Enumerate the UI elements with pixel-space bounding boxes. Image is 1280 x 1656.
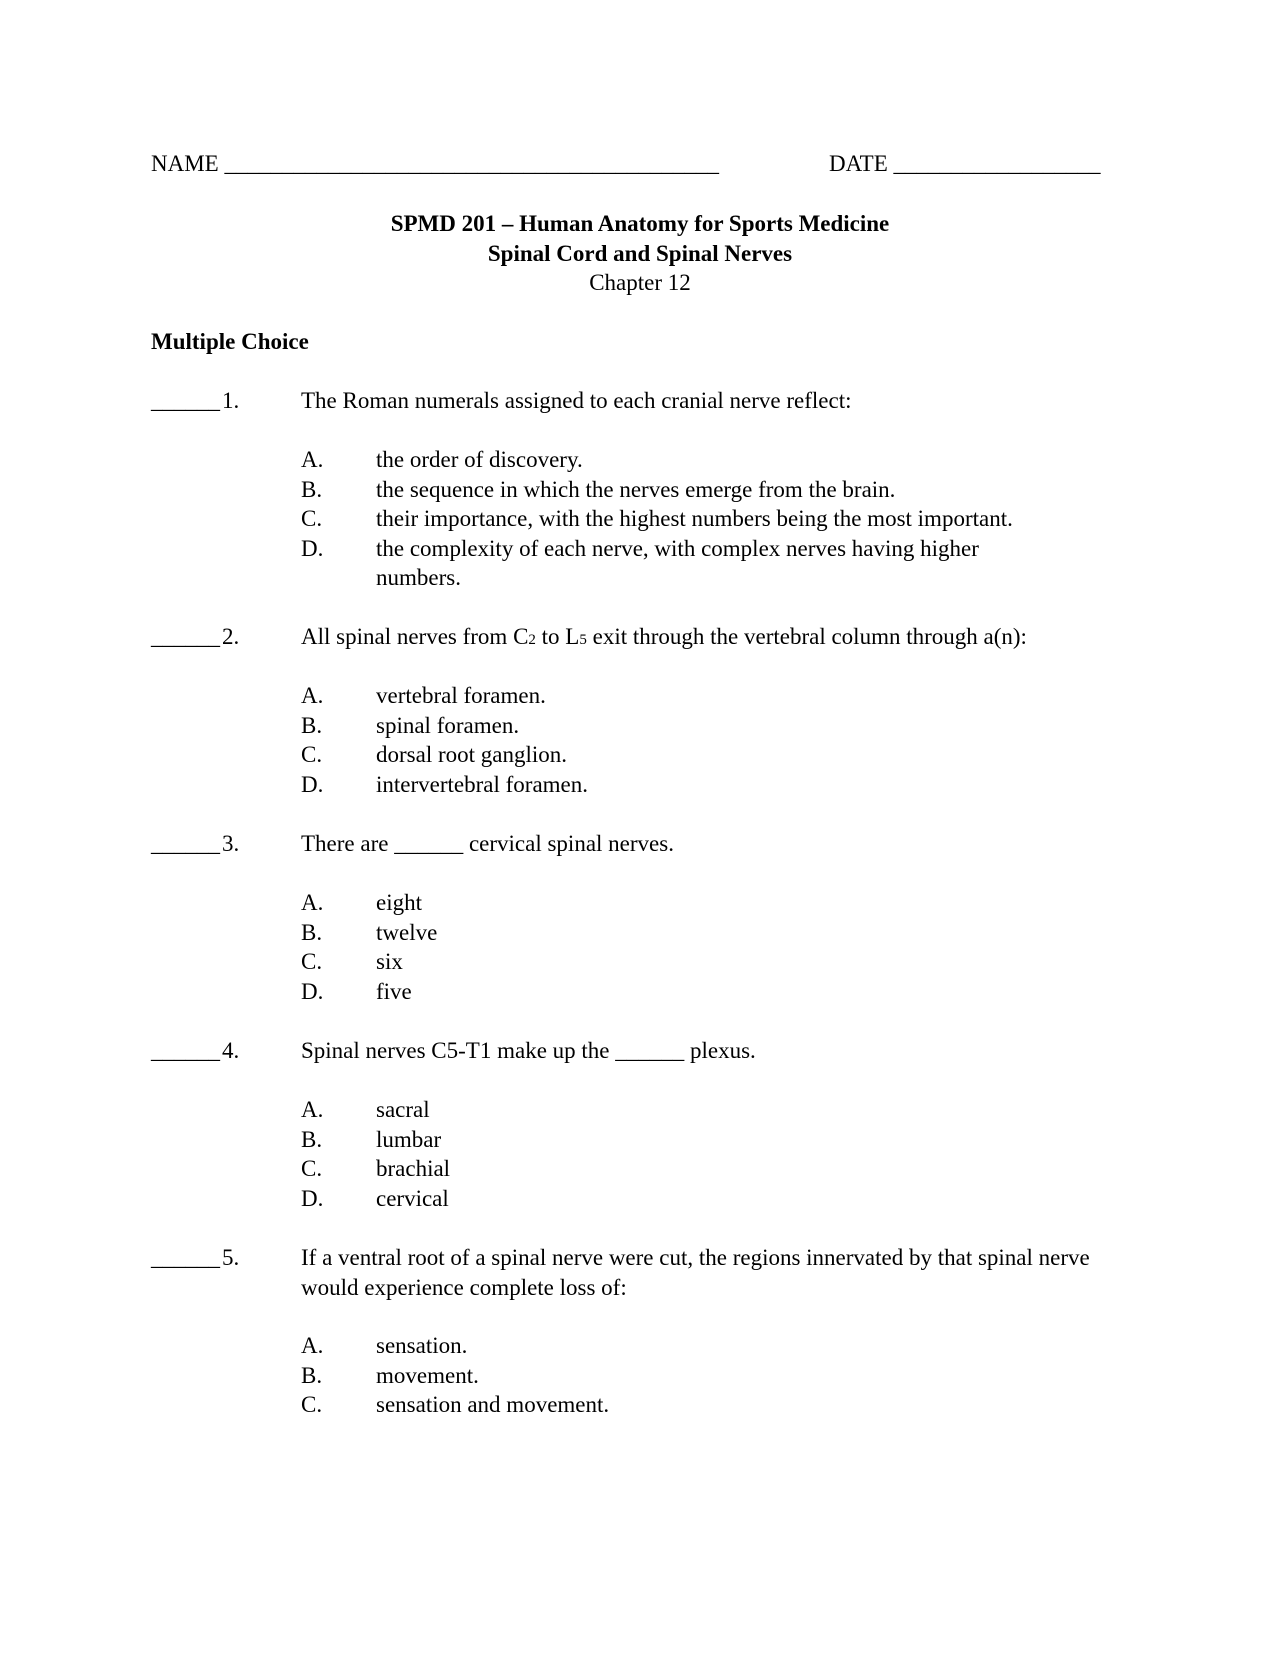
option-letter: C. bbox=[301, 742, 323, 767]
option-letter: A. bbox=[301, 1333, 324, 1358]
option-text: the complexity of each nerve, with complex nerves having higher numbers. bbox=[376, 535, 979, 590]
option-letter: B. bbox=[301, 1362, 323, 1388]
options-2 bbox=[301, 681, 1121, 799]
question-text: The Roman numerals assigned to each cranial nerve reflect: bbox=[301, 388, 852, 413]
option bbox=[301, 770, 1121, 800]
topic-title: Spinal Cord and Spinal Nerves bbox=[487, 241, 793, 266]
question-text: All spinal nerves from C2 to L5 exit through the vertebral column through a(n): bbox=[301, 624, 1027, 649]
chapter-label: Chapter 12 bbox=[589, 270, 691, 295]
date-field: DATE __________________ bbox=[829, 151, 1101, 176]
option-text: eight bbox=[376, 890, 422, 915]
question-number: 5. bbox=[222, 1245, 240, 1270]
question-text: There are ______ cervical spinal nerves. bbox=[301, 831, 674, 856]
option-text: five bbox=[376, 978, 412, 1004]
question-text: If a ventral root of a spinal nerve were cut, the regions innervated by that spinal nerve would experience complete loss of: bbox=[301, 1245, 1090, 1300]
section-heading: Multiple Choice bbox=[151, 329, 309, 354]
option-text: the sequence in which the nerves emerge from the brain. bbox=[376, 476, 896, 502]
option-text: six bbox=[376, 949, 403, 974]
option bbox=[301, 1390, 1121, 1420]
option-letter: A. bbox=[301, 890, 324, 915]
option-text: sacral bbox=[376, 1097, 430, 1122]
option bbox=[301, 1154, 1121, 1184]
option bbox=[301, 918, 1121, 948]
answer-blank: ______ bbox=[151, 1038, 220, 1063]
answer-blank: ______ bbox=[151, 831, 220, 856]
option-letter: B. bbox=[301, 712, 323, 738]
question-number: 2. bbox=[222, 624, 240, 649]
option-text: twelve bbox=[376, 919, 438, 945]
answer-blank: ______ bbox=[151, 1245, 220, 1270]
option-letter: A. bbox=[301, 447, 324, 472]
option bbox=[301, 475, 1121, 505]
option-letter: B. bbox=[301, 1126, 323, 1152]
option-letter: A. bbox=[301, 683, 324, 708]
option bbox=[301, 947, 1121, 977]
option bbox=[301, 1125, 1121, 1155]
option-text: vertebral foramen. bbox=[376, 683, 546, 708]
option-letter: D. bbox=[301, 1185, 324, 1211]
option bbox=[301, 445, 1121, 475]
course-title: SPMD 201 – Human Anatomy for Sports Medicine bbox=[390, 211, 890, 236]
option-letter: A. bbox=[301, 1097, 324, 1122]
option bbox=[301, 977, 1121, 1007]
option bbox=[301, 888, 1121, 918]
question-number: 3. bbox=[222, 831, 240, 856]
option-text: movement. bbox=[376, 1362, 479, 1388]
option-text: brachial bbox=[376, 1156, 451, 1181]
answer-blank: ______ bbox=[151, 624, 220, 649]
option-text: cervical bbox=[376, 1185, 449, 1211]
option-letter: C. bbox=[301, 506, 323, 531]
option bbox=[301, 534, 1121, 593]
option-letter: D. bbox=[301, 535, 324, 561]
option-letter: C. bbox=[301, 1392, 323, 1417]
option-text: sensation and movement. bbox=[376, 1392, 610, 1417]
option bbox=[301, 681, 1121, 711]
options-4 bbox=[301, 1095, 1121, 1213]
option-text: intervertebral foramen. bbox=[376, 771, 588, 797]
option-letter: B. bbox=[301, 919, 323, 945]
option-text: sensation. bbox=[376, 1333, 468, 1358]
options-1 bbox=[301, 445, 1121, 593]
option-text: lumbar bbox=[376, 1126, 442, 1152]
option-text: dorsal root ganglion. bbox=[376, 742, 567, 767]
option-letter: C. bbox=[301, 949, 323, 974]
option-text: spinal foramen. bbox=[376, 712, 520, 738]
options-3 bbox=[301, 888, 1121, 1006]
question-number: 1. bbox=[222, 388, 240, 413]
option bbox=[301, 1184, 1121, 1214]
option-letter: D. bbox=[301, 978, 324, 1004]
option-letter: D. bbox=[301, 771, 324, 797]
option-text: the order of discovery. bbox=[376, 447, 583, 472]
option-letter: C. bbox=[301, 1156, 323, 1181]
option bbox=[301, 1095, 1121, 1125]
answer-blank: ______ bbox=[151, 388, 220, 413]
option-text: their importance, with the highest numbers being the most important. bbox=[376, 506, 1013, 531]
option bbox=[301, 740, 1121, 770]
question-text: Spinal nerves C5-T1 make up the ______ plexus. bbox=[301, 1038, 756, 1063]
option-letter: B. bbox=[301, 476, 323, 502]
option bbox=[301, 504, 1121, 534]
option bbox=[301, 1331, 1121, 1361]
options-5 bbox=[301, 1331, 1121, 1420]
option bbox=[301, 1361, 1121, 1391]
option bbox=[301, 711, 1121, 741]
name-field: NAME ___________________________________________ bbox=[151, 151, 719, 176]
question-number: 4. bbox=[222, 1038, 240, 1063]
